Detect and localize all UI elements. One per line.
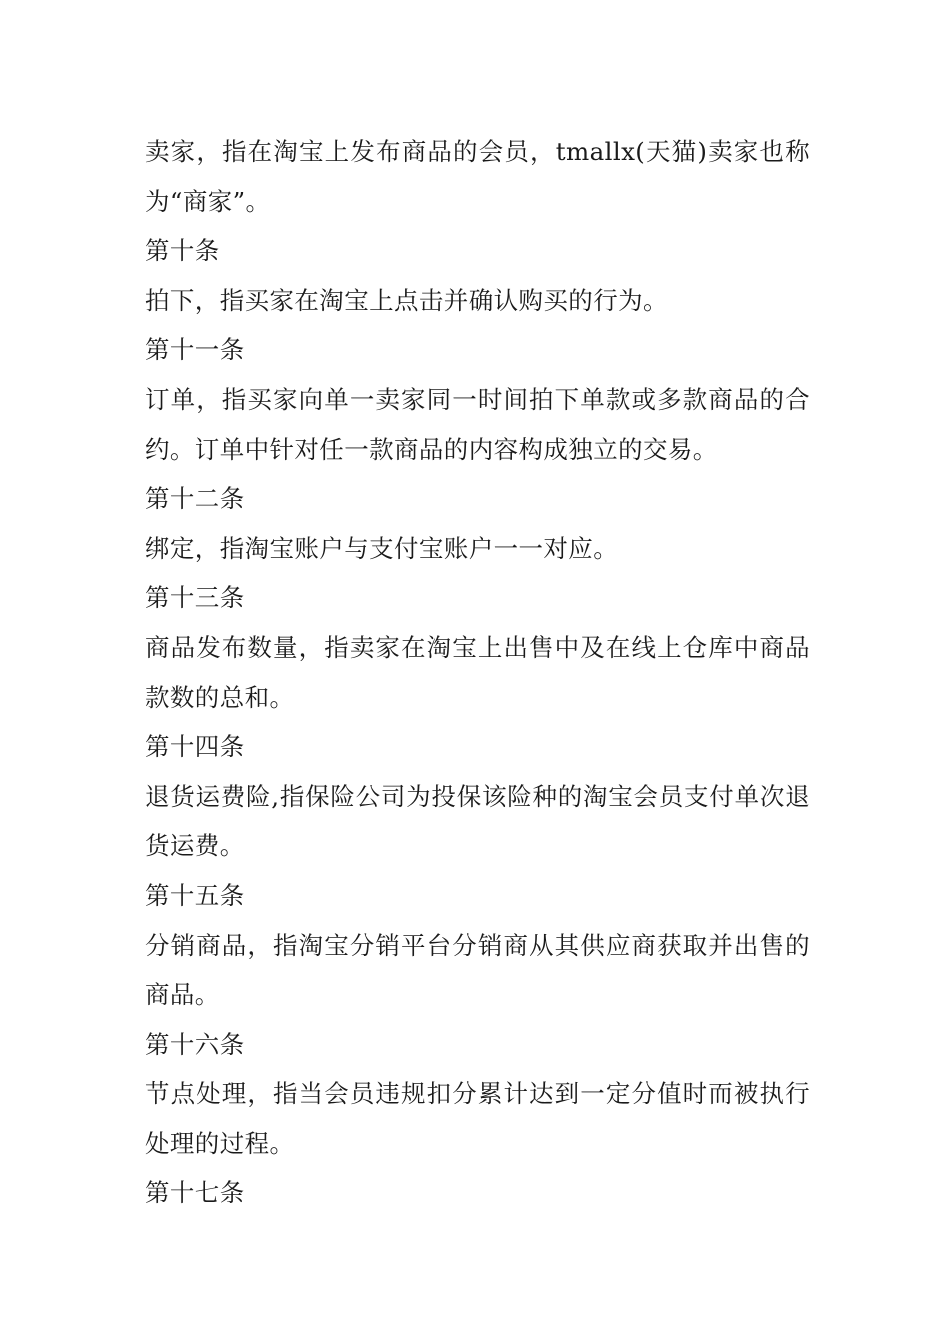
article-16-heading: 第十六条 <box>145 1029 245 1059</box>
definition-seller: 卖家，指在淘宝上发布商品的会员，tmallx(天猫)卖家也称为“商家”。 <box>145 137 810 216</box>
article-12-heading: 第十二条 <box>145 484 245 514</box>
definition-return-shipping-insurance: 退货运费险,指保险公司为投保该险种的淘宝会员支付单次退货运费。 <box>145 781 810 861</box>
article-13-heading: 第十三条 <box>145 583 245 613</box>
article-10-heading: 第十条 <box>145 236 220 266</box>
definition-bid: 拍下，指买家在淘宝上点击并确认购买的行为。 <box>145 285 668 315</box>
definition-listing-count: 商品发布数量，指卖家在淘宝上出售中及在线上仓库中商品款数的总和。 <box>145 632 810 712</box>
definition-distribution-goods: 分销商品，指淘宝分销平台分销商从其供应商获取并出售的商品。 <box>145 930 810 1010</box>
definition-order: 订单，指买家向单一卖家同一时间拍下单款或多款商品的合约。订单中针对任一款商品的内容构成独立的交易。 <box>145 384 810 464</box>
definition-node-handling: 节点处理，指当会员违规扣分累计达到一定分值时而被执行处理的过程。 <box>145 1079 810 1158</box>
article-15-heading: 第十五条 <box>145 880 245 910</box>
definition-binding: 绑定，指淘宝账户与支付宝账户一一对应。 <box>145 533 619 563</box>
article-17-heading: 第十七条 <box>145 1178 245 1208</box>
document-body <box>145 127 810 1218</box>
article-11-heading: 第十一条 <box>145 335 245 365</box>
article-14-heading: 第十四条 <box>145 732 245 762</box>
